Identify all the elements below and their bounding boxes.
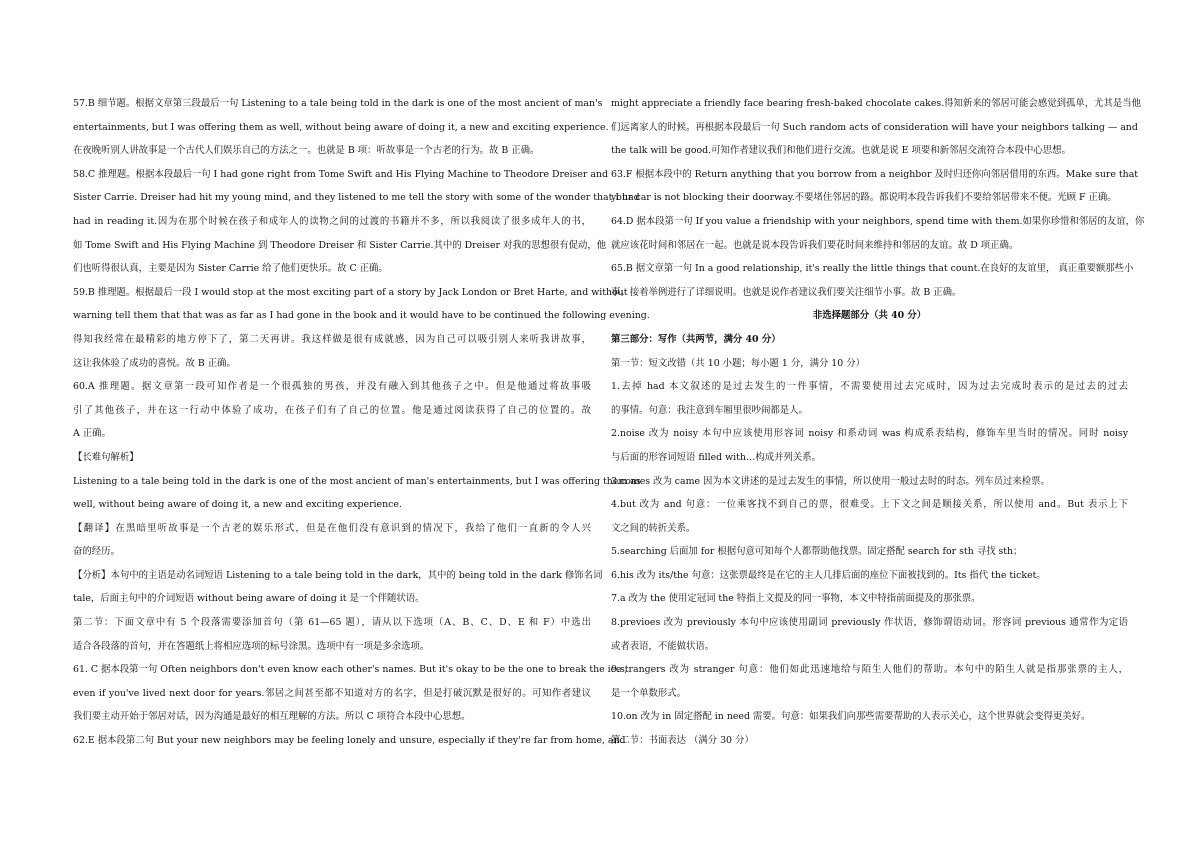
left-column-line: A 正确。	[73, 428, 111, 440]
left-column-line: 60.A 推理题。据文章第一段可知作者是一个很孤独的男孩，并没有融入到其他孩子之中。但是他通过将故事吸	[73, 381, 591, 393]
left-column-line: 这让我体验了成功的喜悦。故 B 正确。	[73, 357, 236, 369]
right-column-line: 是一个单数形式。	[611, 687, 687, 699]
left-column-line: 58.C 推理题。根据本段最后一句 I had gone right from Tome Swift and His Flying Machine to Theodore Dreiser and	[73, 168, 608, 180]
left-column-line: 第二节：下面文章中有 5 个段落需要添加首句（第 61—65 题），请从以下选项（A、B、C、D、E 和 F）中选出	[73, 617, 591, 629]
left-column-line: 【分析】本句中的主语是动名词短语 Listening to a tale being told in the dark，其中的 being told in the dark 修饰名词	[73, 569, 603, 581]
right-column-line: 1.去掉 had 本文叙述的是过去发生的一件事情，不需要使用过去完成时，因为过去完成时表示的是过去的过去	[611, 381, 1128, 393]
left-column-line: 在夜晚听别人讲故事是一个古代人们娱乐自己的方法之一。也就是 B 项：听故事是一个古老的行为。故 B 正确。	[73, 145, 540, 157]
right-column-line: 第二节：书面表达 （满分 30 分）	[611, 735, 754, 747]
right-column-line: 6.his 改为 its/the 句意：这张票最终是在它的主人几排后面的座位下面被找到的。Its 指代 the ticket。	[611, 569, 1046, 581]
left-column-line: 引了其他孩子，并在这一行动中体验了成功，在孩子们有了自己的位置。他是通过阅读获得了自己的位置的。故	[73, 404, 591, 416]
left-column-line: well, without being aware of doing it, a new and exciting experience.	[73, 499, 402, 511]
right-column-line: 或者表语，不能做状语。	[611, 640, 715, 652]
right-column-line: 64.D 据本段第一句 If you value a friendship with your neighbors, spend time with them.如果你珍惜和邻居的友谊，你	[611, 215, 1145, 227]
right-column-line: 非选择题部分（共 40 分）	[812, 310, 927, 322]
right-column-line: 5.searching 后面加 for 根据句意可知每个人都帮助他找票。固定搭配 search for sth 寻找 sth；	[611, 546, 1023, 558]
left-column-line: 得知我经常在最精彩的地方停下了，第二天再讲。我这样做是很有成就感，因为自己可以吸引别人来听我讲故事，	[73, 333, 591, 345]
left-column-line: 们也听得很认真，主要是因为 Sister Carrie 给了他们更快乐。故 C 正确。	[73, 263, 388, 275]
right-column-line: 65.B 据文章第一句 In a good relationship, it's really the little things that count.在良好的友谊里， 真正重要额那些小	[611, 263, 1134, 275]
right-column-line: 9.strangers 改为 stranger 句意：他们如此迅速地给与陌生人他们的帮助。本句中的陌生人就是指那张票的主人，	[611, 664, 1128, 676]
left-column-line: 如 Tome Swift and His Flying Machine 到 Theodore Dreiser 和 Sister Carrie.其中的 Dreiser 对我的思想很有促动，他	[73, 239, 607, 251]
left-column-line: 59.B 推理题。根据最后一段 I would stop at the most exciting part of a story by Jack London or Bret Harte, and without	[73, 286, 628, 298]
right-column-line: 7.a 改为 the 使用定冠词 the 特指上文提及的同一事物，本文中特指前面提及的那张票。	[611, 593, 981, 605]
right-column-line: might appreciate a friendly face bearing fresh-baked chocolate cakes.得知新来的邻居可能会感觉到孤单，尤其是当他	[611, 98, 1142, 109]
right-column-line: the talk will be good.可知作者建议我们和他们进行交流。也就是说 E 项要和新邻居交流符合本段中心思想。	[611, 145, 1071, 157]
right-column-line: 8.previoes 改为 previously 本句中应该使用副词 previously 作状语，修饰谓语动词。形容词 previous 通常作为定语	[611, 617, 1128, 629]
left-column-line: 【翻译】在黑暗里听故事是一个古老的娱乐形式，但是在他们没有意识到的情况下，我给了他们一直新的令人兴	[73, 522, 591, 534]
left-column-line: 【长难句解析】	[73, 451, 139, 463]
left-column-line: 我们要主动开始于邻居对话，因为沟通是最好的相互理解的方法。所以 C 项符合本段中心思想。	[73, 711, 471, 723]
right-column-line: 3.comes 改为 came 因为本文讲述的是过去发生的事情，所以使用一般过去时的时态。列车员过来检票。	[611, 475, 1050, 487]
right-column-line: 第一节：短文改错（共 10 小题；每小题 1 分，满分 10 分）	[611, 357, 865, 369]
left-column-line: 62.E 据本段第二句 But your new neighbors may be feeling lonely and unsure, especially if they're far from home, and	[73, 735, 626, 747]
left-column-line: 61. C 据本段第一句 Often neighbors don't even know each other's names. But it's okay to be the one to break the ice ,	[73, 664, 628, 676]
right-column-line: 10.on 改为 in 固定搭配 in need 需要。句意：如果我们向那些需要帮助的人表示关心，这个世界就会变得更美好。	[611, 711, 1091, 723]
right-column-line: 事。接着举例进行了详细说明。也就是说作者建议我们要关注细节小事。故 B 正确。	[611, 286, 962, 298]
left-column-line: even if you've lived next door for years.邻居之间甚至都不知道对方的名字，但是打破沉默是很好的。可知作者建议	[73, 687, 591, 699]
left-column-line: 适合各段落的首句，并在答题纸上将相应选项的标号涂黑。选项中有一项是多余选项。	[73, 640, 430, 652]
left-column-line: 奋的经历。	[73, 546, 120, 558]
right-column-line: 就应该花时间和邻居在一起。也就是说本段告诉我们要花时间来维持和邻居的友谊。故 D 项正确。	[611, 239, 1019, 251]
right-column	[611, 92, 1145, 753]
left-column-line: 57.B 细节题。根据文章第三段最后一句 Listening to a tale being told in the dark is one of the most ancient of man's	[73, 98, 603, 109]
left-column-line: entertainments, but I was offering them as well, without being aware of doing it, a new and exciting experience.	[73, 121, 609, 133]
left-column-line: Listening to a tale being told in the dark is one of the most ancient of man's entertainments, but I was offering them as	[73, 475, 641, 487]
right-column-line: 第三部分：写作（共两节，满分 40 分）	[611, 333, 781, 345]
right-column-line: 与后面的形容词短语 filled with…构成并列关系。	[611, 451, 821, 463]
left-column-line: Sister Carrie. Dreiser had hit my young mind, and they listened to me tell the story with some of the wonder that I had	[73, 192, 640, 204]
left-column-line: had in reading it.因为在那个时候在孩子和成年人的读物之间的过渡的书籍并不多，所以我阅读了很多成年人的书，	[73, 215, 591, 227]
right-column-line: 4.but 改为 and 句意：一位乘客找不到自己的票，很难受。上下文之间是顺接关系，所以使用 and。But 表示上下	[611, 499, 1128, 511]
left-column-line: tale，后面主句中的介词短语 without being aware of doing it 是一个伴随状语。	[73, 593, 425, 605]
right-column-line: your car is not blocking their doorway.不要堵住邻居的路。都说明本段告诉我们不要给邻居带来不便。光顾 F 正确。	[611, 192, 1117, 204]
right-column-line: 2.noise 改为 noisy 本句中应该使用形容词 noisy 和系动词 was 构成系表结构，修饰车里当时的情况。同时 noisy	[611, 428, 1128, 440]
left-column-line: warning tell them that that was as far as I had gone in the book and it would have to be continued the following evening.	[73, 310, 650, 322]
right-column-line: 们远离家人的时候。再根据本段最后一句 Such random acts of consideration will have your neighbors talking — and	[611, 121, 1138, 133]
right-column-line: 的事情。句意：我注意到车厢里很吵闹都是人。	[611, 404, 808, 416]
right-column-line: 63.F 根据本段中的 Return anything that you borrow from a neighbor 及时归还你向邻居借用的东西。Make sure that	[611, 168, 1139, 180]
right-column-line: 文之间的转折关系。	[611, 522, 696, 534]
